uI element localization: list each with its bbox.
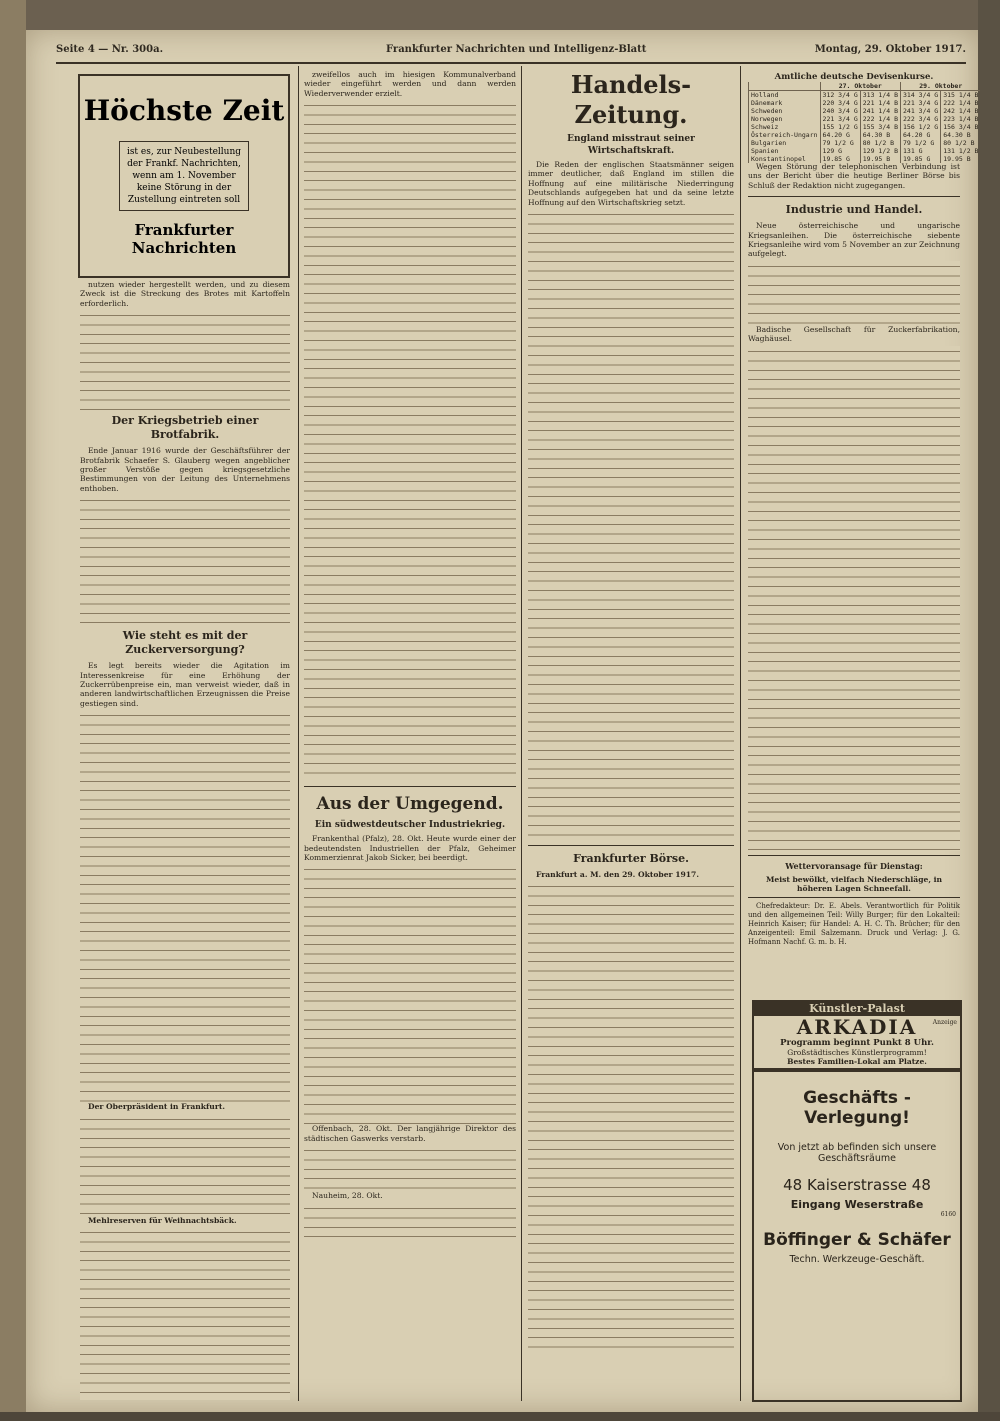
weather-text: Meist bewölkt, vielfach Niederschläge, in höheren Lagen Schneefall.	[765, 874, 943, 894]
table-cell: 156 1/2 G	[901, 123, 941, 131]
table-row	[749, 107, 981, 115]
text-block	[304, 1145, 516, 1191]
table-cell: 241 1/4 B	[860, 107, 900, 115]
table-cell: 129 G	[820, 147, 860, 155]
notice-footer: Frankfurter Nachrichten	[131, 221, 237, 257]
table-cell: 221 3/4 G	[901, 99, 941, 107]
table-cell: 155 3/4 B	[860, 123, 900, 131]
column-rule-2	[521, 66, 522, 1401]
table-cell: 64.20 G	[901, 131, 941, 139]
table-cell: 312 3/4 G	[820, 91, 860, 100]
relocation-tel: 6160	[940, 1211, 956, 1218]
exchange-rate-table	[748, 82, 979, 163]
left-binding-strip	[0, 0, 26, 1421]
table-cell: 19.85 G	[901, 155, 941, 163]
imprint: Chefredakteur: Dr. E. Abels. Verantwortlich für Politik und den allgemeinen Teil: Willy Burger; für den Lokalteil: Heinrich Kaiser; für Handel: A. H. C. Th. Brücher; für den Anzeigenteil: Emil Salzemann. Druck und Verlag: J. G. Hofmann Nachf. G. m. b. H.	[748, 902, 960, 947]
text-block	[748, 346, 960, 851]
table-cell: 64.30 B	[941, 131, 981, 139]
relocation-title: Geschäfts - Verlegung!	[803, 1088, 911, 1128]
england-lead: Die Reden der englischen Staatsmänner seigen immer deutlicher, daß England im stillen die Hoffnung auf eine militärische Niederringung Deutschlands aufgegeben hat und da seine letzte Hoffnung auf den Wirtschaftskrieg setzt.	[528, 160, 734, 207]
table-cell: 129 1/2 B	[860, 147, 900, 155]
arkadia-ad	[752, 1000, 962, 1070]
table-cell: Dänemark	[749, 99, 821, 107]
table-cell: 155 1/2 G	[820, 123, 860, 131]
section-title-handelszeitung: Handels-Zeitung.	[570, 70, 692, 129]
telephone-note: Wegen Störung der telephonischen Verbindung ist uns der Bericht über die heutige Berliner Börse bis Schluß der Redaktion nicht zugegangen.	[748, 162, 960, 190]
table-row	[749, 131, 981, 139]
table-cell: Konstantinopel	[749, 155, 821, 163]
text-block	[304, 1203, 516, 1243]
column-3	[528, 70, 734, 1400]
right-page-edge	[978, 0, 1000, 1421]
table-cell: Schweiz	[749, 123, 821, 131]
relocation-line2: Geschäftsräume	[818, 1153, 896, 1164]
table-row	[749, 115, 981, 123]
table-cell: 156 3/4 B	[941, 123, 981, 131]
text-block	[748, 261, 960, 325]
running-header	[56, 44, 966, 60]
offenbach-lead: Offenbach, 28. Okt. Der langjährige Direktor des städtischen Gaswerks verstarb.	[304, 1124, 516, 1143]
table-cell: Spanien	[749, 147, 821, 155]
table-cell: 64.30 B	[860, 131, 900, 139]
headline-brotfabrik: Der Kriegsbetrieb einer Brotfabrik.	[111, 414, 259, 442]
table-cell: 242 1/4 B	[941, 107, 981, 115]
table-cell: 19.95 B	[941, 155, 981, 163]
relocation-address: 48 Kaiserstrasse 48	[783, 1176, 931, 1194]
table-row	[749, 139, 981, 147]
table-header-cell: 27. Oktober	[820, 82, 900, 91]
zuckerfabrik-lead: Badische Gesellschaft für Zuckerfabrikation, Waghäusel.	[748, 324, 960, 344]
col1-intro: nutzen wieder hergestellt werden, und zu diesem Zweck ist die Streckung des Brotes mit Kartoffeln erforderlich.	[80, 280, 290, 308]
relocation-entrance: Eingang Weserstraße	[790, 1198, 924, 1211]
bottom-page-edge	[0, 1412, 1000, 1421]
table-cell: 220 3/4 G	[820, 99, 860, 107]
umgegend-lead: Frankenthal (Pfalz), 28. Okt. Heute wurde einer der bedeutendsten Industriellen der Pfalz, Geheimer Kommerzienrat Jakob Sicker, bei beerdigt.	[304, 834, 516, 863]
subhead-england: England misstraut seiner Wirtschaftskraft.	[567, 134, 695, 156]
text-block	[80, 1114, 290, 1216]
table-header-cell: 29. Oktober	[901, 82, 981, 91]
column-2	[304, 70, 516, 1400]
table-cell: 221 1/4 B	[860, 99, 900, 107]
arkadia-tag: Anzeige	[932, 1019, 957, 1026]
subscription-notice-box	[78, 74, 290, 278]
table-cell: 314 3/4 G	[901, 91, 941, 100]
table-cell: Schweden	[749, 107, 821, 115]
table-cell: 19.85 G	[820, 155, 860, 163]
table-cell: 19.95 B	[860, 155, 900, 163]
table-cell: Bulgarien	[749, 139, 821, 147]
table-cell: 223 1/4 B	[941, 115, 981, 123]
table-cell: 222 3/4 G	[901, 115, 941, 123]
table-cell: 240 3/4 G	[820, 107, 860, 115]
arkadia-line1: Programm beginnt Punkt 8 Uhr.	[780, 1038, 934, 1048]
table-cell: 222 1/4 B	[860, 115, 900, 123]
table-cell: Österreich-Ungarn	[749, 131, 821, 139]
header-rule	[56, 62, 966, 64]
relocation-line1: Von jetzt ab befinden sich unsere	[777, 1142, 937, 1153]
text-block	[80, 710, 290, 1102]
relocation-subline: Techn. Werkzeuge-Geschäft.	[789, 1254, 925, 1265]
nauheim-lead: Nauheim, 28. Okt.	[312, 1191, 383, 1201]
table-header-cell	[749, 82, 821, 91]
relocation-company: Böffinger & Schäfer	[763, 1230, 951, 1250]
table-cell: 315 1/4 B	[941, 91, 981, 100]
oberpraesident-lead: Der Oberpräsident in Frankfurt.	[88, 1102, 225, 1112]
table-cell: Norwegen	[749, 115, 821, 123]
arkadia-name: ARKADIA	[796, 1015, 918, 1039]
text-block	[80, 1227, 290, 1400]
arkadia-topline: Künstler-Palast	[754, 1002, 960, 1016]
text-block	[528, 881, 734, 1351]
mehlreserven-lead: Mehlreserven für Weihnachtsbäck.	[88, 1215, 237, 1225]
table-cell: 79 1/2 G	[820, 139, 860, 147]
text-block	[304, 100, 516, 780]
table-cell: 80 1/2 B	[860, 139, 900, 147]
table-cell: 79 1/2 G	[901, 139, 941, 147]
column-1	[80, 280, 290, 1400]
table-cell: 64.20 G	[820, 131, 860, 139]
table-cell: 313 1/4 B	[860, 91, 900, 100]
kriegsanleihen-lead: Neue österreichische und ungarische Kriegsanleihen. Die österreichische siebente Kriegsanleihe wird vom 5 November an zur Zeichnung aufgelegt.	[748, 221, 960, 259]
notice-text: ist es, zur Neubestellung der Frankf. Nachrichten, wenn am 1. November keine Störung in der Zustellung eintreten soll	[119, 141, 249, 211]
zucker-lead: Es legt bereits wieder die Agitation im Interessenkreise für eine Erhöhung der Zuckerrübenpreise ein, man verweist wieder, daß in anderen landwirtschaftlichen Erzeugnissen die Preise gestiegen sind.	[80, 661, 290, 708]
table-row	[749, 123, 981, 131]
table-cell: 131 G	[901, 147, 941, 155]
brotfabrik-lead: Ende Januar 1916 wurde der Geschäftsführer der Brotfabrik Schaefer S. Glauberg wegen angeblicher großer Verstöße gegen kriegsgesetzliche Bestimmungen von der Leitung des Unternehmens enthoben.	[80, 446, 290, 493]
issue-date: Montag, 29. Oktober 1917.	[814, 44, 966, 55]
table-cell: 80 1/2 B	[941, 139, 981, 147]
arkadia-line2: Großstädtisches Künstlerprogramm!	[787, 1048, 927, 1057]
weather-title: Wettervoransage für Dienstag:	[785, 860, 923, 871]
table-row	[749, 91, 981, 100]
text-block	[80, 310, 290, 410]
table-cell: 131 1/2 B	[941, 147, 981, 155]
text-block	[80, 495, 290, 625]
headline-zuckerversorgung: Wie steht es mit der Zuckerversorgung?	[122, 629, 248, 657]
page-number: Seite 4 — Nr. 300a.	[56, 44, 164, 55]
masthead: Frankfurter Nachrichten und Intelligenz-Blatt	[386, 44, 647, 55]
arkadia-line3: Bestes Familien-Lokal am Platze.	[787, 1057, 927, 1066]
boerse-lead: Frankfurt a. M. den 29. Oktober 1917.	[536, 870, 699, 880]
table-cell: 241 3/4 G	[901, 107, 941, 115]
table-cell: 221 3/4 G	[820, 115, 860, 123]
table-cell: 222 1/4 B	[941, 99, 981, 107]
table-cell: Holland	[749, 91, 821, 100]
table-row	[749, 99, 981, 107]
relocation-ad	[752, 1070, 962, 1402]
subhead-industriekrieg: Ein südwestdeutscher Industriekrieg.	[314, 820, 506, 831]
headline-industrie: Industrie und Handel.	[785, 203, 923, 217]
table-row	[749, 147, 981, 155]
headline-umgegend: Aus der Umgegend.	[316, 794, 504, 815]
devisen-title: Amtliche deutsche Devisenkurse.	[774, 72, 934, 82]
text-block	[528, 209, 734, 839]
col2-lead: zweifellos auch im hiesigen Kommunalverband wieder eingeführt werden und dann werden Wiederverwender erzielt.	[304, 70, 516, 98]
column-rule-3	[740, 66, 741, 1401]
notice-title: Höchste Zeit	[83, 94, 285, 127]
text-block	[304, 864, 516, 1124]
headline-boerse: Frankfurter Börse.	[573, 852, 689, 866]
column-rule-1	[298, 66, 299, 1401]
